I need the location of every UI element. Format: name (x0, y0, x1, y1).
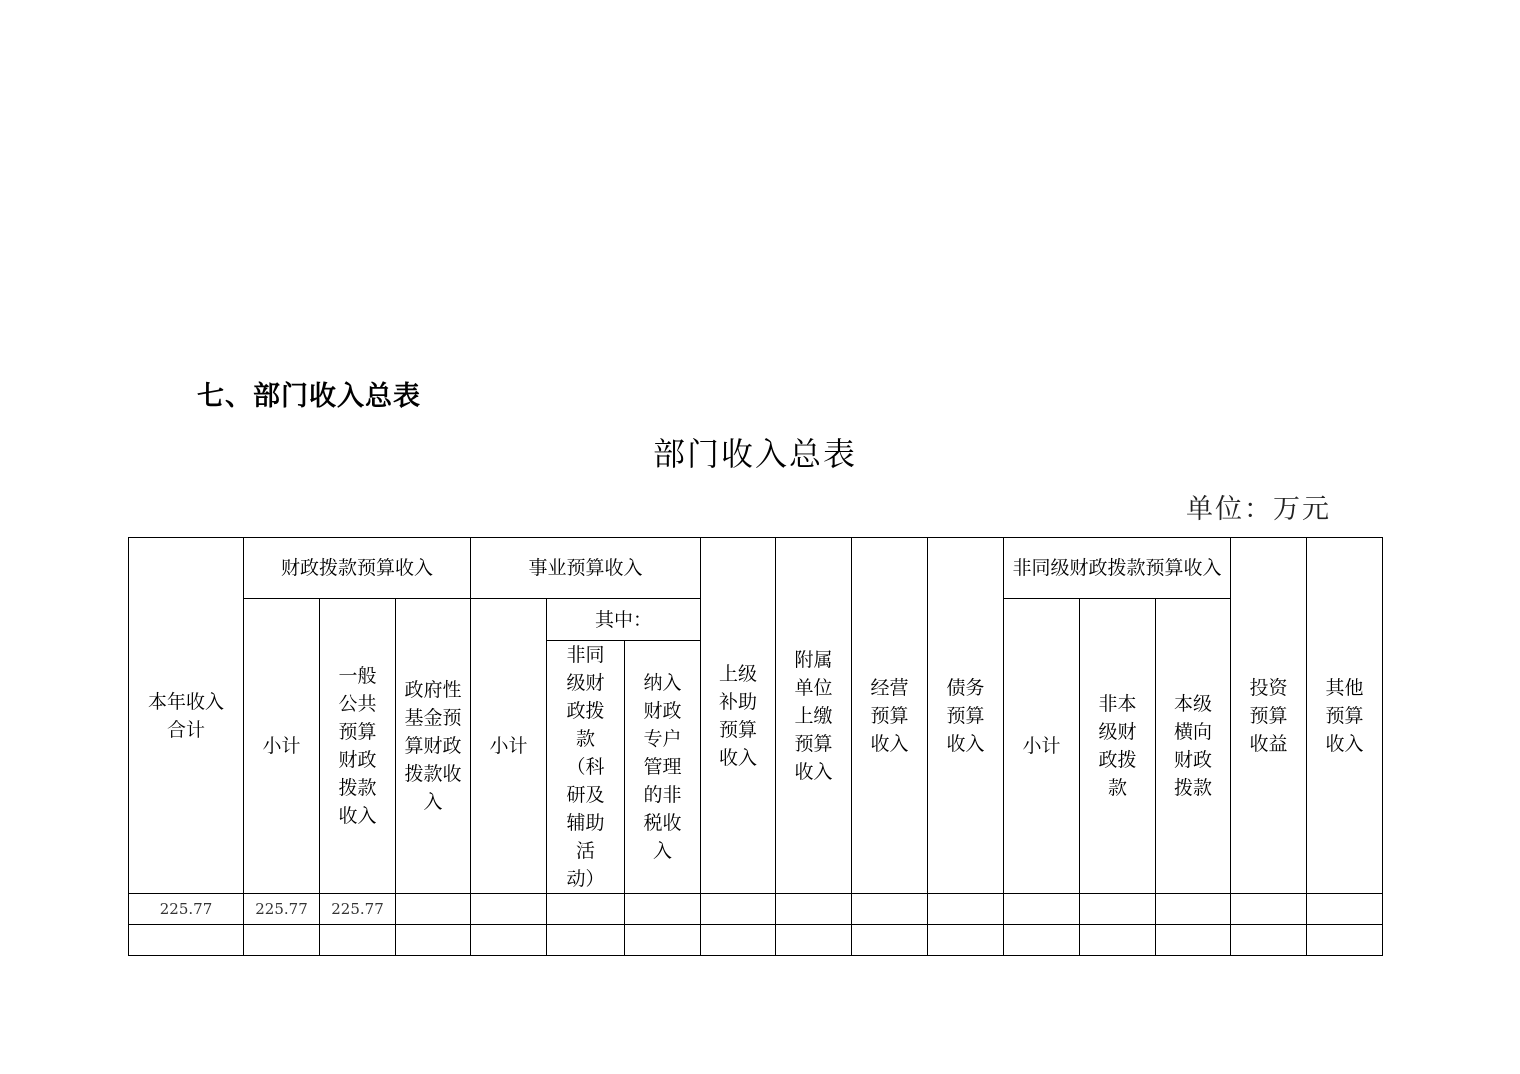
cell-debt (928, 925, 1004, 956)
cell-other (1307, 925, 1383, 956)
cell-investment (1231, 894, 1307, 925)
cell-career-subtotal (471, 894, 547, 925)
cell-fiscal-subtotal: 225.77 (244, 894, 320, 925)
header-fiscal-general: 一般公共预算财政拨款收入 (320, 599, 396, 894)
header-career-subtotal: 小计 (471, 599, 547, 894)
cell-operating (852, 894, 928, 925)
section-heading: 七、部门收入总表 (197, 381, 421, 412)
header-other: 其他预算收入 (1307, 538, 1383, 894)
header-debt: 债务预算收入 (928, 538, 1004, 894)
header-fiscal-group: 财政拨款预算收入 (244, 538, 471, 599)
header-row-1 (129, 538, 1383, 599)
cell-other (1307, 894, 1383, 925)
header-affiliated: 附属单位上缴预算收入 (776, 538, 852, 894)
cell-non-same-subtotal (1004, 894, 1080, 925)
header-non-same-horizontal: 本级横向财政拨款 (1156, 599, 1231, 894)
header-non-same-nonlocal: 非本级财政拨款 (1080, 599, 1156, 894)
table-row (129, 925, 1383, 956)
header-operating: 经营预算收入 (852, 538, 928, 894)
cell-non-same-subtotal (1004, 925, 1080, 956)
cell-superior-subsidy (701, 925, 776, 956)
cell-fiscal-general: 225.77 (320, 894, 396, 925)
header-investment: 投资预算收益 (1231, 538, 1307, 894)
cell-superior-subsidy (701, 894, 776, 925)
cell-debt (928, 894, 1004, 925)
cell-career-non-same (547, 925, 625, 956)
header-fiscal-gov-fund: 政府性基金预算财政拨款收入 (396, 599, 471, 894)
header-career-group: 事业预算收入 (471, 538, 701, 599)
cell-operating (852, 925, 928, 956)
table-row (129, 894, 1383, 925)
cell-fiscal-gov-fund (396, 925, 471, 956)
cell-affiliated (776, 894, 852, 925)
cell-non-same-nonlocal (1080, 925, 1156, 956)
header-non-same-group: 非同级财政拨款预算收入 (1004, 538, 1231, 599)
cell-career-nontax (625, 925, 701, 956)
header-career-nontax: 纳入财政专户管理的非税收入 (625, 641, 701, 894)
header-non-same-subtotal: 小计 (1004, 599, 1080, 894)
header-superior-subsidy: 上级补助预算收入 (701, 538, 776, 894)
header-total: 本年收入合计 (129, 538, 244, 894)
table-title: 部门收入总表 (652, 435, 857, 473)
header-fiscal-subtotal: 小计 (244, 599, 320, 894)
cell-total (129, 925, 244, 956)
unit-label: 单位：万元 (1186, 494, 1331, 525)
cell-total: 225.77 (129, 894, 244, 925)
cell-fiscal-subtotal (244, 925, 320, 956)
cell-affiliated (776, 925, 852, 956)
header-career-non-same: 非同级财政拨款（科研及辅助活动） (547, 641, 625, 894)
header-career-among: 其中： (547, 599, 701, 641)
cell-career-nontax (625, 894, 701, 925)
cell-career-non-same (547, 894, 625, 925)
cell-non-same-horizontal (1156, 925, 1231, 956)
income-summary-table (128, 537, 1383, 956)
cell-fiscal-general (320, 925, 396, 956)
cell-investment (1231, 925, 1307, 956)
cell-non-same-horizontal (1156, 894, 1231, 925)
cell-non-same-nonlocal (1080, 894, 1156, 925)
cell-career-subtotal (471, 925, 547, 956)
cell-fiscal-gov-fund (396, 894, 471, 925)
